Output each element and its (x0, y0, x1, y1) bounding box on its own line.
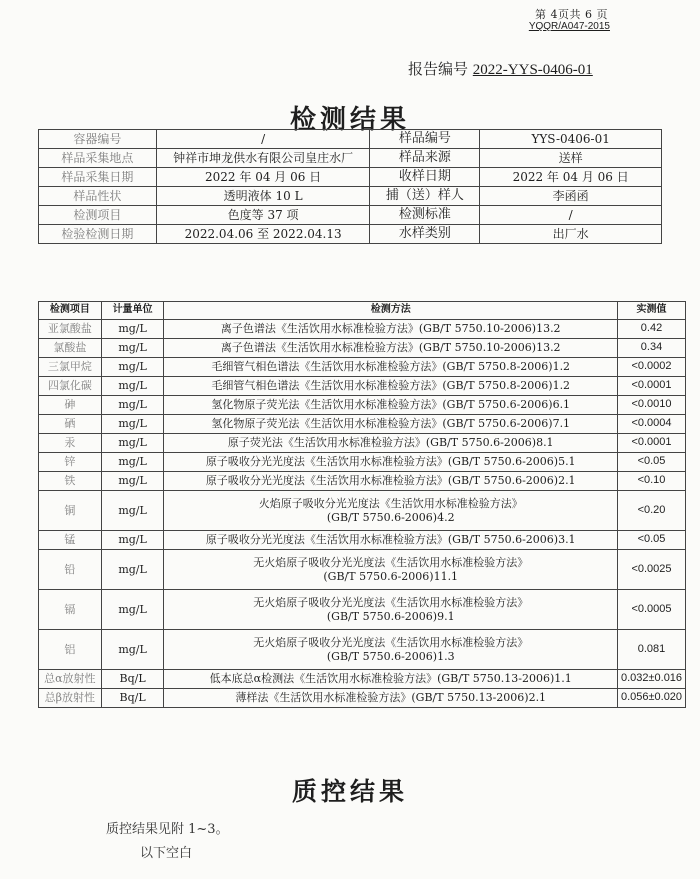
result-method (164, 630, 618, 670)
report-number (408, 58, 593, 79)
info-value: / (480, 206, 662, 225)
qc-title: 质控结果 (291, 777, 408, 806)
info-label: 样品采集日期 (39, 168, 157, 187)
result-method (164, 358, 618, 377)
result-row (39, 339, 686, 358)
result-value: <0.0001 (618, 377, 686, 396)
result-item: 镉 (39, 590, 102, 630)
result-unit: mg/L (101, 531, 164, 550)
info-value: 钟祥市坤龙供水有限公司皇庄水厂 (156, 149, 370, 168)
result-method-line: 无火焰原子吸收分光光度法《生活饮用水标准检验方法》 (253, 595, 529, 609)
results-table (38, 301, 686, 708)
result-method-line: 氢化物原子荧光法《生活饮用水标准检验方法》(GB/T 5750.6-2006)7.1 (211, 417, 571, 431)
result-unit: mg/L (101, 472, 164, 491)
result-method-line: 无火焰原子吸收分光光度法《生活饮用水标准检验方法》 (253, 635, 529, 649)
result-method (164, 531, 618, 550)
info-value: 透明液体 10 L (156, 187, 370, 206)
result-method (164, 689, 618, 708)
result-value: <0.0001 (618, 434, 686, 453)
result-method-line: 原子吸收分光光度法《生活饮用水标准检验方法》(GB/T 5750.6-2006)3.1 (205, 533, 576, 547)
result-method-line: 原子吸收分光光度法《生活饮用水标准检验方法》(GB/T 5750.6-2006)5.1 (205, 455, 576, 469)
result-value: <0.0005 (618, 590, 686, 630)
info-value: 2022 年 04 月 06 日 (480, 168, 662, 187)
result-unit: mg/L (101, 415, 164, 434)
header-method: 检测方法 (164, 302, 618, 320)
result-method-line: 原子荧光法《生活饮用水标准检验方法》(GB/T 5750.6-2006)8.1 (227, 436, 554, 450)
result-value: <0.10 (618, 472, 686, 491)
page-title: 检测结果 (289, 105, 410, 135)
result-value: <0.20 (618, 491, 686, 531)
qc-note: 质控结果见附 1~3。 (106, 822, 229, 837)
result-method-line2: (GB/T 5750.6-2006)4.2 (326, 510, 455, 524)
info-value: 色度等 37 项 (156, 206, 370, 225)
result-row (39, 396, 686, 415)
results-header-row (39, 302, 686, 320)
info-value: 李函函 (480, 187, 662, 206)
result-unit: mg/L (101, 550, 164, 590)
result-method-line: 离子色谱法《生活饮用水标准检验方法》(GB/T 5750.10-2006)13.2 (220, 341, 561, 355)
result-row (39, 689, 686, 708)
result-row (39, 358, 686, 377)
info-value: / (156, 130, 370, 149)
result-unit: mg/L (101, 339, 164, 358)
result-item: 铝 (39, 630, 102, 670)
result-item: 砷 (39, 396, 102, 415)
page-number: 第 4页共 6 页 (535, 8, 608, 21)
result-method (164, 550, 618, 590)
info-label: 检测项目 (39, 206, 157, 225)
result-method (164, 415, 618, 434)
result-method (164, 320, 618, 339)
result-method-line2: (GB/T 5750.6-2006)1.3 (326, 649, 455, 663)
result-method-line: 无火焰原子吸收分光光度法《生活饮用水标准检验方法》 (253, 555, 529, 569)
result-unit: mg/L (101, 358, 164, 377)
info-label: 捕（送）样人 (370, 187, 480, 206)
result-method (164, 453, 618, 472)
result-item: 锰 (39, 531, 102, 550)
result-item: 氯酸盐 (39, 339, 102, 358)
result-item: 汞 (39, 434, 102, 453)
result-item: 亚氯酸盐 (39, 320, 102, 339)
result-method-line: 火焰原子吸收分光光度法《生活饮用水标准检验方法》 (258, 496, 523, 510)
info-label: 样品采集地点 (39, 149, 157, 168)
result-value: <0.0010 (618, 396, 686, 415)
report-number-value: 2022-YYS-0406-01 (472, 62, 593, 78)
info-label: 样品来源 (370, 149, 480, 168)
info-row (39, 130, 662, 149)
result-item: 四氯化碳 (39, 377, 102, 396)
result-row (39, 630, 686, 670)
info-label: 检验检测日期 (39, 225, 157, 244)
result-method-line: 毛细管气相色谱法《生活饮用水标准检验方法》(GB/T 5750.8-2006)1.2 (211, 360, 571, 374)
info-label: 样品编号 (370, 130, 480, 149)
result-value: <0.05 (618, 453, 686, 472)
result-unit: Bq/L (101, 670, 164, 689)
result-row (39, 491, 686, 531)
result-row (39, 670, 686, 689)
result-method (164, 396, 618, 415)
result-unit: mg/L (101, 491, 164, 531)
result-item: 三氯甲烷 (39, 358, 102, 377)
result-unit: mg/L (101, 396, 164, 415)
result-method (164, 590, 618, 630)
result-row (39, 531, 686, 550)
result-method (164, 377, 618, 396)
info-label: 检测标准 (370, 206, 480, 225)
result-method (164, 472, 618, 491)
result-item: 铁 (39, 472, 102, 491)
header-item: 检测项目 (39, 302, 102, 320)
result-value: 0.081 (618, 630, 686, 670)
result-method-line2: (GB/T 5750.6-2006)11.1 (323, 569, 459, 583)
result-item: 铅 (39, 550, 102, 590)
result-method-line: 离子色谱法《生活饮用水标准检验方法》(GB/T 5750.10-2006)13.2 (220, 322, 561, 336)
result-row (39, 472, 686, 491)
result-unit: mg/L (101, 630, 164, 670)
result-method-line: 低本底总α检测法《生活饮用水标准检验方法》(GB/T 5750.13-2006)1.1 (209, 672, 572, 686)
result-value: <0.0004 (618, 415, 686, 434)
result-value: 0.42 (618, 320, 686, 339)
result-item: 硒 (39, 415, 102, 434)
result-method (164, 670, 618, 689)
result-row (39, 590, 686, 630)
result-row (39, 320, 686, 339)
result-method-line: 氢化物原子荧光法《生活饮用水标准检验方法》(GB/T 5750.6-2006)6.1 (211, 398, 571, 412)
info-row (39, 206, 662, 225)
result-method (164, 434, 618, 453)
result-method (164, 339, 618, 358)
info-value: 送样 (480, 149, 662, 168)
result-unit: mg/L (101, 434, 164, 453)
info-label: 水样类别 (370, 225, 480, 244)
result-value: 0.34 (618, 339, 686, 358)
info-value: 出厂水 (480, 225, 662, 244)
info-label: 收样日期 (370, 168, 480, 187)
result-unit: mg/L (101, 590, 164, 630)
result-value: <0.05 (618, 531, 686, 550)
info-value: 2022.04.06 至 2022.04.13 (156, 225, 370, 244)
result-item: 总α放射性 (39, 670, 102, 689)
header-unit: 计量单位 (101, 302, 164, 320)
result-method-line2: (GB/T 5750.6-2006)9.1 (326, 609, 455, 623)
result-unit: mg/L (101, 453, 164, 472)
result-value: 0.056±0.020 (618, 689, 686, 708)
result-item: 铜 (39, 491, 102, 531)
info-row (39, 187, 662, 206)
sample-info-table (38, 129, 662, 244)
result-row (39, 415, 686, 434)
result-unit: Bq/L (101, 689, 164, 708)
result-row (39, 550, 686, 590)
result-item: 总β放射性 (39, 689, 102, 708)
result-item: 锌 (39, 453, 102, 472)
result-method-line: 原子吸收分光光度法《生活饮用水标准检验方法》(GB/T 5750.6-2006)2.1 (205, 474, 576, 488)
document-code: YQQR/A047-2015 (528, 21, 610, 32)
result-row (39, 434, 686, 453)
info-value: 2022 年 04 月 06 日 (156, 168, 370, 187)
info-row (39, 225, 662, 244)
result-row (39, 377, 686, 396)
info-label: 样品性状 (39, 187, 157, 206)
result-method (164, 491, 618, 531)
blank-below-note: 以下空白 (140, 846, 193, 861)
info-row (39, 168, 662, 187)
result-value: 0.032±0.016 (618, 670, 686, 689)
info-label: 容器编号 (39, 130, 157, 149)
result-method-line: 毛细管气相色谱法《生活饮用水标准检验方法》(GB/T 5750.8-2006)1.2 (211, 379, 571, 393)
result-unit: mg/L (101, 320, 164, 339)
result-value: <0.0025 (618, 550, 686, 590)
info-value: YYS-0406-01 (480, 130, 662, 149)
result-row (39, 453, 686, 472)
result-unit: mg/L (101, 377, 164, 396)
report-number-label: 报告编号 (408, 60, 469, 78)
header-value: 实测值 (618, 302, 686, 320)
info-row (39, 149, 662, 168)
result-value: <0.0002 (618, 358, 686, 377)
result-method-line: 薄样法《生活饮用水标准检验方法》(GB/T 5750.13-2006)2.1 (235, 691, 547, 705)
